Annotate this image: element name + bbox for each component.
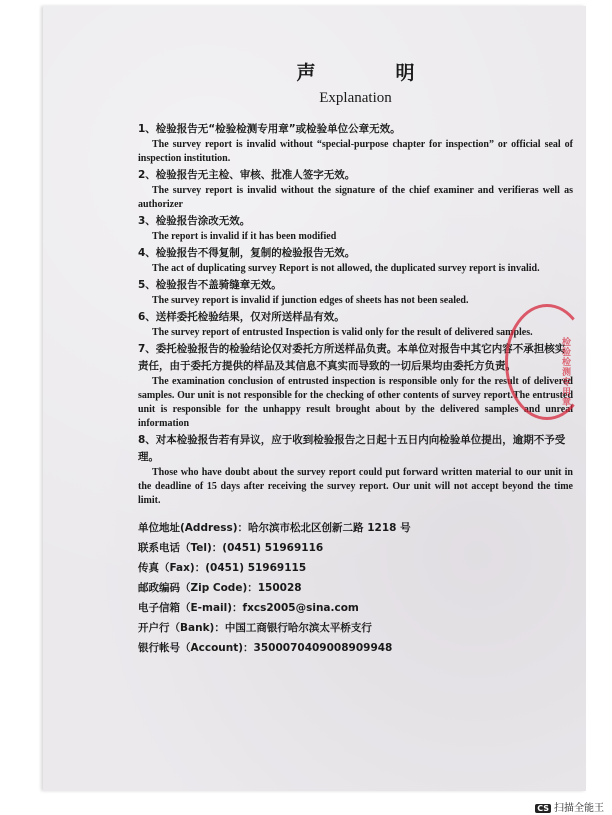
document-title-en: Explanation [319,90,392,106]
contact-line: 单位地址(Address)：哈尔滨市松北区创新二路 1218 号 [138,522,411,534]
statement-cn: 8、对本检验报告若有异议，应于收到检验报告之日起十五日内向检验单位提出，逾期不予受理。 [138,434,566,463]
statement-item [138,121,573,166]
camscanner-logo-icon: CS [537,804,549,813]
statement-cn: 4、检验报告不得复制，复制的检验报告无效。 [138,247,356,259]
scanner-app-name: 扫描全能王 [554,803,604,814]
scanner-watermark [535,799,604,814]
statement-en: The act of duplicating survey Report is not allowed, the duplicated survey report is invalid. [152,263,540,274]
statement-en: The survey report is invalid without “special-purpose chapter for inspection” or official seal of inspection institution. [138,139,573,164]
statement-item [138,213,573,244]
statement-item [138,277,573,308]
statement-item [138,245,573,276]
statement-cn: 7、委托检验报告的检验结论仅对委托方所送样品负责。本单位对报告中其它内容不承担核实责任，由于委托方提供的样品及其信息不真实而导致的一切后果均由委托方负责。 [138,343,566,372]
contact-line: 联系电话（Tel)：(0451) 51969116 [138,542,324,554]
statement-en: The survey report is invalid if junction edges of sheets has not been sealed. [152,295,469,306]
statement-en: The examination conclusion of entrusted inspection is responsible only for the result of delivered samples. Our unit is not responsible for the checking of other contents of survey report.The entrusted unit is responsible for the unhappy result brought about by the delivered samples and unreal information [138,376,573,429]
contact-info [138,518,573,658]
statement-en: The survey report is invalid without the signature of the chief examiner and verifieras well as authorizer [138,185,573,210]
statement-item [138,432,573,508]
scanned-document-page [43,6,586,791]
statement-cn: 1、检验报告无“检验检测专用章”或检验单位公章无效。 [138,123,401,135]
contact-line: 邮政编码（Zip Code)：150028 [138,582,302,594]
statement-list [138,121,573,508]
seal-text: 检验检测专用章 [560,337,570,407]
statement-en: The survey report of entrusted Inspection is valid only for the result of delivered samples. [152,327,533,338]
contact-line: 开户行（Bank)：中国工商银行哈尔滨太平桥支行 [138,622,372,634]
contact-line: 电子信箱（E-mail)：fxcs2005@sina.com [138,602,359,614]
contact-line: 银行帐号（Account)：3500070409008909948 [138,642,393,654]
statement-en: Those who have doubt about the survey report could put forward written material to our unit in the deadline of 15 days after receiving the survey report. Our unit will not accept beyond the time limit. [138,467,573,506]
contact-line: 传真（Fax)：(0451) 51969115 [138,562,307,574]
statement-item [138,309,573,340]
statement-cn: 6、送样委托检验结果，仅对所送样品有效。 [138,311,345,323]
statement-en: The report is invalid if it has been modified [152,231,337,242]
red-seal-stamp [505,304,586,420]
statement-cn: 3、检验报告涂改无效。 [138,215,251,227]
statement-item [138,167,573,212]
document-title-cn: 声明 [296,62,495,84]
statement-cn: 5、检验报告不盖骑缝章无效。 [138,279,282,291]
statement-cn: 2、检验报告无主检、审核、批准人签字无效。 [138,169,356,181]
